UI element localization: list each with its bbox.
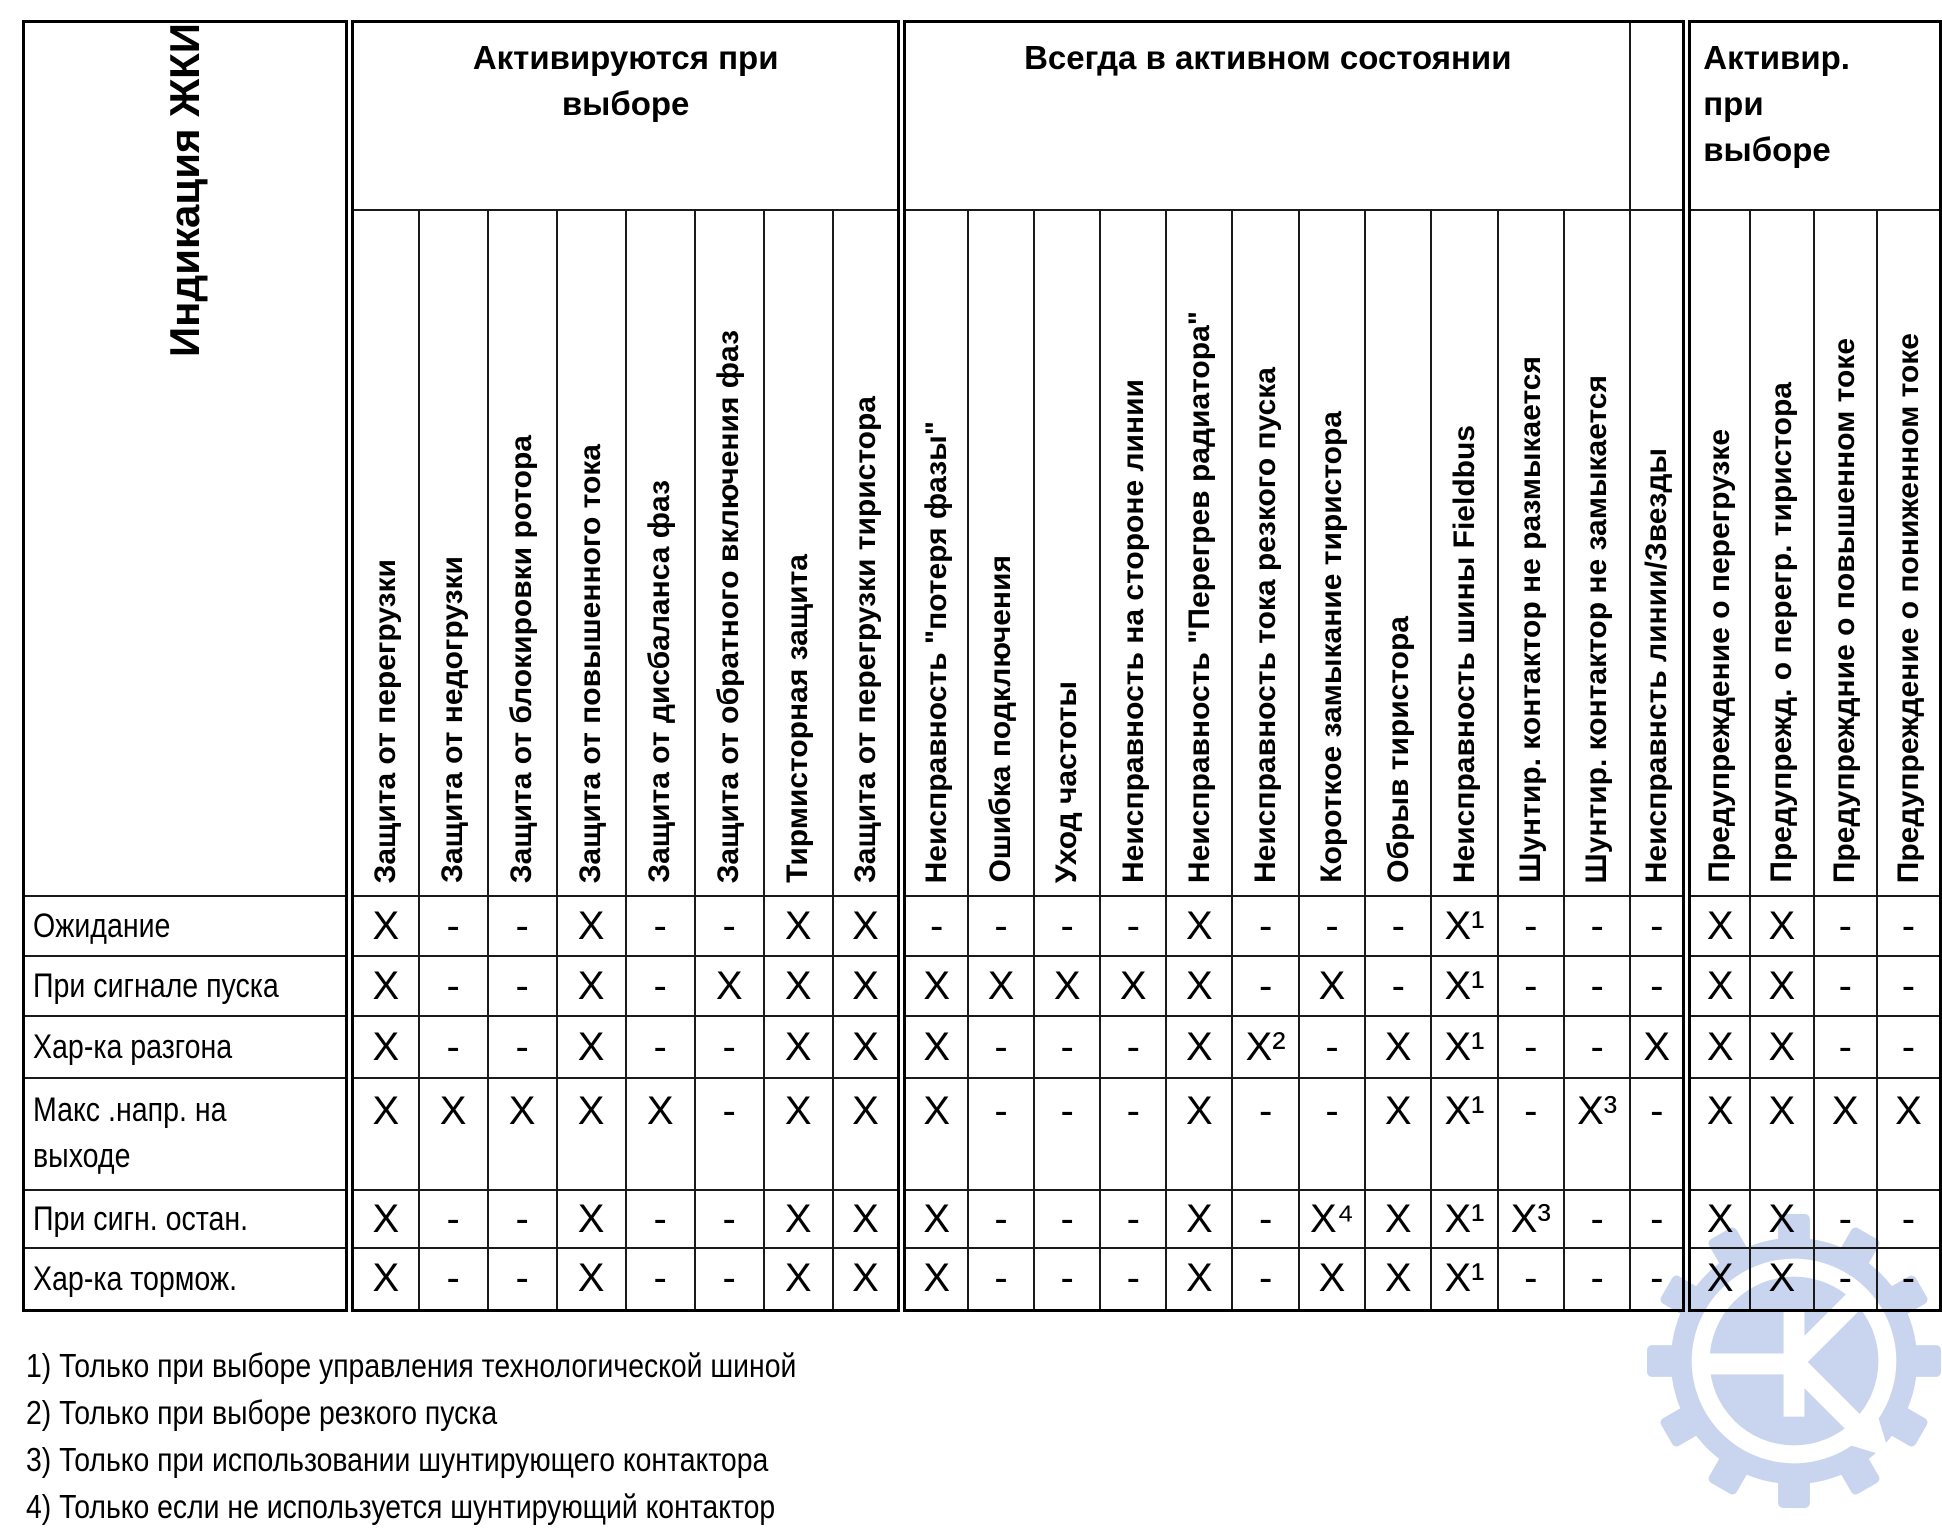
column-header-wrap [906, 211, 967, 895]
column-header-wrap [1878, 211, 1939, 895]
table-row [24, 956, 1941, 1016]
table-cell: X [764, 1248, 833, 1310]
column-group-header [902, 22, 1630, 211]
table-cell: X [419, 1078, 488, 1190]
table-cell: - [1100, 896, 1166, 956]
footnote-line [26, 1389, 1942, 1436]
table-cell: - [1100, 1016, 1166, 1078]
column-header-label: Предупреждение о перегрузке [1703, 429, 1737, 883]
table-cell: X [1630, 1016, 1686, 1078]
footnote-text: 2) Только при выборе резкого пуска [26, 1393, 498, 1431]
table-cell: X [1687, 956, 1750, 1016]
column-header-wrap [765, 211, 832, 895]
column-header-wrap [1233, 211, 1297, 895]
row-label [24, 1078, 350, 1190]
table-cell: - [1034, 1078, 1100, 1190]
column-header-label: Обрыв тиристора [1381, 616, 1415, 883]
table-cell: - [1299, 1016, 1365, 1078]
table-cell: X [1877, 1078, 1941, 1190]
table-cell: X [1687, 896, 1750, 956]
table-cell: - [1498, 956, 1564, 1016]
column-header [833, 210, 902, 896]
table-cell: X [833, 1248, 902, 1310]
column-header [1814, 210, 1877, 896]
table-cell: X [1299, 956, 1365, 1016]
column-header-label: Защита от недогрузки [436, 556, 470, 883]
table-cell: - [1100, 1248, 1166, 1310]
footnote-text: 4) Только если не используется шунтирующий контактор [26, 1487, 776, 1525]
table-cell: - [1299, 896, 1365, 956]
corner-header-label: Индикация ЖКИ [161, 23, 208, 358]
table-cell: X [1750, 1016, 1813, 1078]
corner-header-cell [24, 22, 350, 897]
table-cell: - [695, 1248, 764, 1310]
column-header-wrap [1366, 211, 1430, 895]
column-header-wrap [1167, 211, 1231, 895]
table-cell: - [1564, 1016, 1630, 1078]
table-cell: X [1365, 1078, 1431, 1190]
column-header-wrap [834, 211, 898, 895]
column-header-wrap [696, 211, 763, 895]
column-header [1431, 210, 1497, 896]
column-header-wrap [354, 211, 418, 895]
column-header [557, 210, 626, 896]
table-cell: - [1034, 896, 1100, 956]
table-cell: X [488, 1078, 557, 1190]
column-header-wrap [1035, 211, 1099, 895]
column-header [488, 210, 557, 896]
table-cell: - [1498, 1016, 1564, 1078]
footnote-text: 1) Только при выборе управления технологической шиной [26, 1346, 797, 1384]
table-cell: X [1166, 1078, 1232, 1190]
column-group-header [1687, 22, 1941, 211]
row-label-text: Хар-ка разгона [33, 1028, 233, 1066]
column-group-header [350, 22, 902, 211]
table-cell: - [1564, 896, 1630, 956]
row-label-text: Макс .напр. на выходе [33, 1091, 227, 1175]
column-group-label: Всегда в активном состоянии [1024, 39, 1512, 76]
column-header-wrap [558, 211, 625, 895]
footnote-line [26, 1436, 1942, 1483]
column-header-label: Неисправность "Перегрев радиатора" [1182, 310, 1216, 883]
table-cell: X [1750, 896, 1813, 956]
column-header [626, 210, 695, 896]
table-cell: - [1564, 956, 1630, 1016]
column-header-label: Защита от дисбаланса фаз [643, 480, 677, 883]
table-cell: X [557, 896, 626, 956]
table-cell: X [350, 896, 419, 956]
column-header [1750, 210, 1813, 896]
column-header [1232, 210, 1298, 896]
table-cell: X¹ [1431, 1016, 1497, 1078]
table-cell: X [764, 1078, 833, 1190]
indication-table [22, 20, 1942, 1312]
table-cell: X [557, 1190, 626, 1248]
column-header-label: Неисправнсть линии/Звезды [1640, 447, 1674, 883]
table-cell: - [626, 1190, 695, 1248]
table-row [24, 1190, 1941, 1248]
table-cell: - [695, 1190, 764, 1248]
table-cell: - [1630, 1078, 1686, 1190]
table-cell: X [1166, 896, 1232, 956]
column-header [1299, 210, 1365, 896]
table-cell: - [1299, 1078, 1365, 1190]
column-header [1100, 210, 1166, 896]
column-header-wrap [1565, 211, 1629, 895]
table-cell: - [626, 1248, 695, 1310]
table-cell: X [1365, 1248, 1431, 1310]
table-cell: - [1100, 1078, 1166, 1190]
column-header [1630, 210, 1686, 896]
table-cell: - [1630, 896, 1686, 956]
table-cell: X [764, 1190, 833, 1248]
table-cell: X [1166, 1190, 1232, 1248]
table-cell: - [1877, 896, 1941, 956]
table-cell: X² [1232, 1016, 1298, 1078]
table-cell: X [968, 956, 1034, 1016]
table-cell: X [695, 956, 764, 1016]
table-row [24, 1078, 1941, 1190]
row-label-text: Ожидание [33, 907, 171, 945]
table-cell: X [557, 1016, 626, 1078]
column-header-label: Ошибка подключения [984, 555, 1018, 883]
table-cell: - [968, 896, 1034, 956]
table-cell: X [350, 956, 419, 1016]
table-cell: - [1498, 1248, 1564, 1310]
table-cell: X [557, 956, 626, 1016]
column-header [1877, 210, 1941, 896]
table-cell: X [1166, 956, 1232, 1016]
table-cell: X⁴ [1299, 1190, 1365, 1248]
row-label [24, 956, 350, 1016]
column-header-label: Короткое замыкание тиристора [1315, 411, 1349, 883]
column-header-wrap [1101, 211, 1165, 895]
footnotes [22, 1342, 1942, 1530]
table-cell: - [1498, 896, 1564, 956]
column-header-wrap [1751, 211, 1812, 895]
table-cell: X [1687, 1248, 1750, 1310]
footnote-line [26, 1483, 1942, 1530]
table-cell: - [1232, 956, 1298, 1016]
column-header [902, 210, 968, 896]
column-header [1498, 210, 1564, 896]
footnote-line [26, 1342, 1942, 1389]
table-cell: X [833, 956, 902, 1016]
column-header-label: Шунтир. контактор не замыкается [1580, 374, 1614, 883]
column-header [764, 210, 833, 896]
table-cell: - [1498, 1078, 1564, 1190]
table-cell: X [833, 1016, 902, 1078]
table-cell: X [1687, 1078, 1750, 1190]
table-cell: X¹ [1431, 896, 1497, 956]
table-cell: - [626, 896, 695, 956]
table-cell: - [488, 896, 557, 956]
column-group-header [1630, 22, 1686, 211]
column-header-wrap [1499, 211, 1563, 895]
table-cell: X [1100, 956, 1166, 1016]
table-cell: X¹ [1431, 956, 1497, 1016]
column-header-wrap [1815, 211, 1876, 895]
table-cell: - [1100, 1190, 1166, 1248]
column-header-label: Защита от повышенного тока [574, 443, 608, 883]
table-cell: - [1365, 896, 1431, 956]
column-header-label: Защита от перегрузки [369, 558, 403, 883]
table-cell: X [1750, 1078, 1813, 1190]
table-cell: - [1034, 1248, 1100, 1310]
table-cell: - [1564, 1248, 1630, 1310]
column-header [419, 210, 488, 896]
table-cell: X [1687, 1016, 1750, 1078]
table-cell: X [1365, 1016, 1431, 1078]
table-cell: X [902, 956, 968, 1016]
table-body [24, 896, 1941, 1310]
column-header [968, 210, 1034, 896]
table-cell: - [1365, 956, 1431, 1016]
table-cell: - [695, 1016, 764, 1078]
table-cell: - [1877, 1248, 1941, 1310]
row-label [24, 1016, 350, 1078]
table-cell: X [557, 1248, 626, 1310]
column-header-wrap [489, 211, 556, 895]
table-row [24, 1248, 1941, 1310]
table-cell: - [695, 896, 764, 956]
column-header-label: Тирмисторная защита [781, 554, 815, 883]
table-cell: - [1877, 1190, 1941, 1248]
table-cell: X [350, 1248, 419, 1310]
table-cell: X¹ [1431, 1248, 1497, 1310]
table-cell: X [626, 1078, 695, 1190]
column-header-wrap [1691, 211, 1749, 895]
table-cell: - [968, 1016, 1034, 1078]
table-cell: - [488, 1248, 557, 1310]
table-cell: X [1750, 1248, 1813, 1310]
table-cell: - [1814, 956, 1877, 1016]
column-header-label: Защита от перегрузки тиристора [848, 395, 882, 883]
table-cell: - [488, 1190, 557, 1248]
table-cell: - [1232, 1078, 1298, 1190]
table-cell: X¹ [1431, 1190, 1497, 1248]
column-header-wrap [1432, 211, 1496, 895]
column-header [1564, 210, 1630, 896]
table-cell: X [902, 1016, 968, 1078]
table-cell: - [1232, 1248, 1298, 1310]
table-cell: X [1687, 1190, 1750, 1248]
table-cell: X [1814, 1078, 1877, 1190]
table-cell: - [695, 1078, 764, 1190]
column-header-label: Защита от блокировки ротора [505, 434, 539, 883]
table-cell: X [1750, 1190, 1813, 1248]
table-cell: X [833, 896, 902, 956]
document-page [22, 20, 1942, 1530]
table-cell: - [1814, 896, 1877, 956]
table-cell: - [968, 1248, 1034, 1310]
table-cell: X [1034, 956, 1100, 1016]
row-label [24, 1190, 350, 1248]
column-group-label [1631, 23, 1682, 35]
column-header-wrap [1631, 211, 1682, 895]
column-group-label: Активируются при выборе [472, 39, 779, 122]
table-cell: - [1034, 1016, 1100, 1078]
column-header-label: Неисправность на стороне линии [1116, 379, 1150, 883]
table-cell: - [1630, 1190, 1686, 1248]
column-header [695, 210, 764, 896]
table-cell: X [764, 896, 833, 956]
table-cell: - [1814, 1016, 1877, 1078]
table-cell: X [902, 1248, 968, 1310]
table-cell: - [1630, 1248, 1686, 1310]
table-cell: - [1564, 1190, 1630, 1248]
table-cell: - [968, 1078, 1034, 1190]
table-cell: - [1877, 956, 1941, 1016]
table-cell: - [419, 896, 488, 956]
table-cell: - [1232, 896, 1298, 956]
table-cell: X [350, 1078, 419, 1190]
table-cell: X¹ [1431, 1078, 1497, 1190]
table-cell: - [626, 1016, 695, 1078]
table-row [24, 896, 1941, 956]
column-header-label: Неисправность "потеря фазы" [919, 420, 953, 883]
table-cell: - [1232, 1190, 1298, 1248]
row-label-text: Хар-ка тормож. [33, 1259, 238, 1298]
table-cell: - [1814, 1190, 1877, 1248]
column-header [1034, 210, 1100, 896]
column-header-label: Неисправность тока резкого пуска [1248, 367, 1282, 883]
table-cell: - [1814, 1248, 1877, 1310]
table-cell: X [833, 1190, 902, 1248]
table-cell: - [1877, 1016, 1941, 1078]
table-cell: X [764, 956, 833, 1016]
table-cell: - [419, 1248, 488, 1310]
column-header [1365, 210, 1431, 896]
column-header-label: Предупреждние о повышенном токе [1828, 337, 1862, 883]
column-header-wrap [420, 211, 487, 895]
table-cell: X [764, 1016, 833, 1078]
column-header-wrap [969, 211, 1033, 895]
table-cell: - [902, 896, 968, 956]
footnote-text: 3) Только при использовании шунтирующего контактора [26, 1440, 769, 1478]
table-cell: X [1299, 1248, 1365, 1310]
table-cell: X [902, 1190, 968, 1248]
table-cell: - [968, 1190, 1034, 1248]
table-row [24, 1016, 1941, 1078]
table-cell: - [419, 1016, 488, 1078]
row-label-text: При сигнале пуска [33, 967, 279, 1005]
table-cell: X [557, 1078, 626, 1190]
row-label-text: При сигн. остан. [33, 1200, 249, 1238]
group-header-row [24, 22, 1941, 211]
column-header [350, 210, 419, 896]
table-cell: X³ [1498, 1190, 1564, 1248]
table-cell: X [350, 1016, 419, 1078]
table-cell: X³ [1564, 1078, 1630, 1190]
table-cell: X [1365, 1190, 1431, 1248]
column-header-label: Уход частоты [1050, 680, 1084, 883]
table-cell: X [1750, 956, 1813, 1016]
column-header [1166, 210, 1232, 896]
table-cell: - [1630, 956, 1686, 1016]
table-cell: - [626, 956, 695, 1016]
column-header-label: Неисправность шины Fieldbus [1447, 424, 1481, 883]
table-cell: - [1034, 1190, 1100, 1248]
column-header-wrap [627, 211, 694, 895]
table-cell: X [350, 1190, 419, 1248]
row-label [24, 896, 350, 956]
table-cell: X [902, 1078, 968, 1190]
table-cell: - [419, 1190, 488, 1248]
column-header-label: Шунтир. контактор не размыкается [1514, 356, 1548, 883]
table-cell: - [419, 956, 488, 1016]
table-cell: X [1166, 1248, 1232, 1310]
column-header-label: Защита от обратного включения фаз [712, 329, 746, 883]
table-cell: - [488, 956, 557, 1016]
table-cell: X [1166, 1016, 1232, 1078]
column-header-label: Предупреждение о пониженном токе [1891, 332, 1925, 883]
row-label [24, 1248, 350, 1310]
table-cell: X [833, 1078, 902, 1190]
column-group-label: Активир. при выборе [1703, 39, 1850, 168]
column-header-wrap [1300, 211, 1364, 895]
column-header-label: Предупрежд. о перегр. тиристора [1765, 382, 1799, 883]
table-cell: - [488, 1016, 557, 1078]
column-header [1687, 210, 1750, 896]
